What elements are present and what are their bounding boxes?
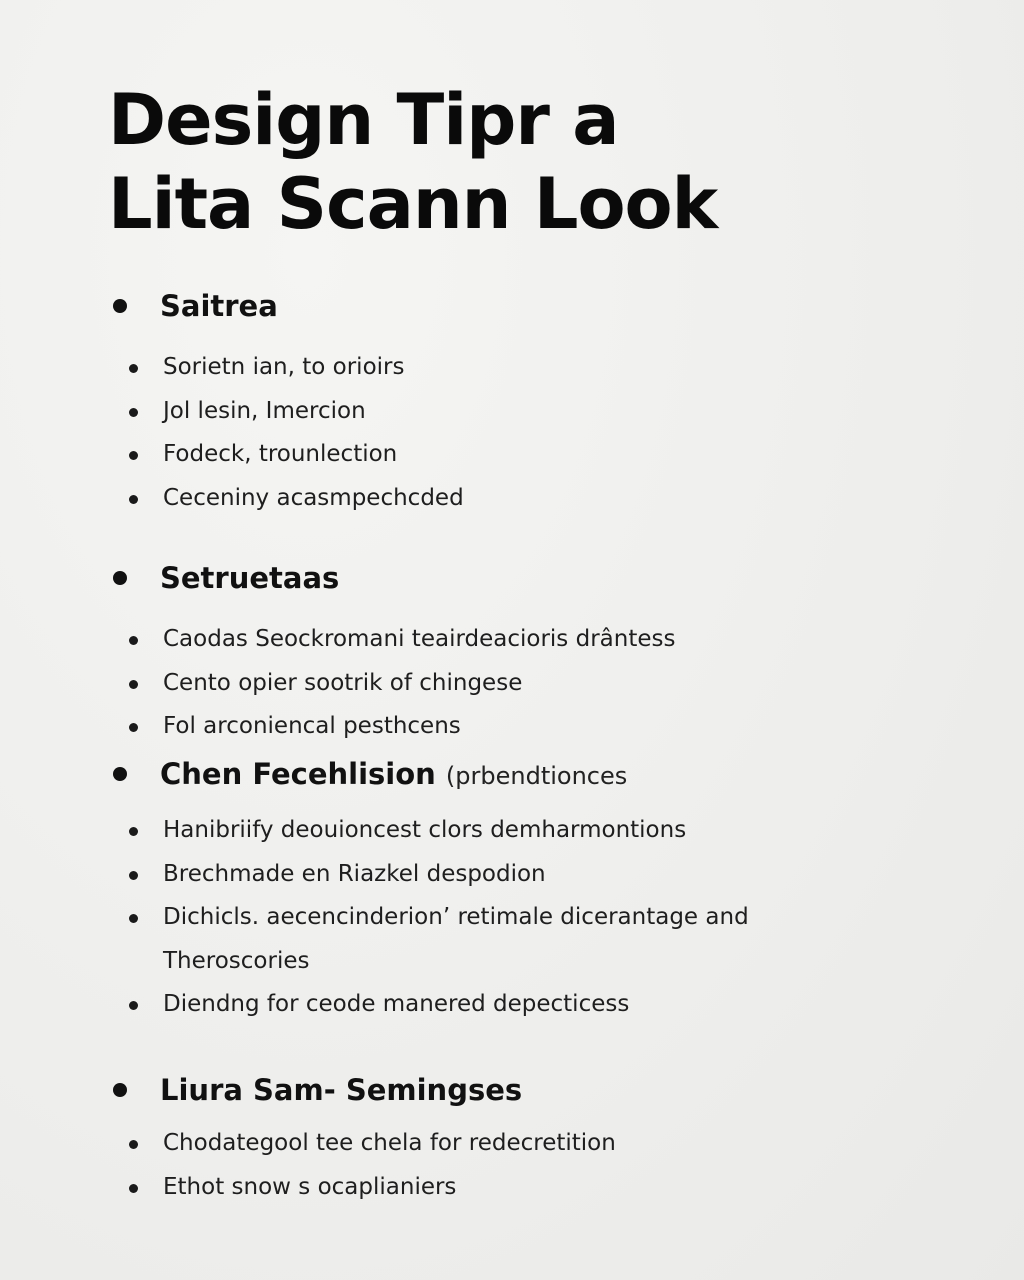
bullet-icon: [129, 451, 138, 460]
bullet-icon: [129, 827, 138, 836]
bullet-icon: [129, 1184, 138, 1193]
list-item-continuation: Theroscories: [163, 947, 310, 974]
list-item: [108, 390, 988, 434]
list-item: [108, 477, 988, 521]
bullet-icon: [113, 767, 127, 781]
bullet-list: [108, 618, 988, 749]
list-item-text: Brechmade en Riazkel despodion: [163, 860, 546, 887]
list-item: [108, 853, 988, 897]
bullet-icon: [129, 495, 138, 504]
bullet-icon: [113, 571, 127, 585]
section-heading-label: [160, 757, 627, 791]
bullet-icon: [129, 636, 138, 645]
list-item: [108, 896, 988, 983]
section-heading-suffix: (prbendtionces: [445, 762, 628, 790]
bullet-icon: [113, 1083, 127, 1097]
bullet-icon: [129, 364, 138, 373]
bullet-icon: [129, 408, 138, 417]
list-item: [108, 705, 988, 749]
bullet-icon: [129, 1001, 138, 1010]
section-liura-sam: [108, 1068, 988, 1112]
list-item: [108, 662, 988, 706]
list-item: [108, 433, 988, 477]
bullet-list: [108, 809, 988, 1027]
section-chen-fecehlision: [108, 752, 988, 796]
list-item-text: Dichicls. aecencinderion’ retimale dicerantage and: [163, 904, 749, 930]
list-item: [108, 983, 988, 1027]
list-item-text: Cento opier sootrik of chingese: [163, 669, 523, 696]
section-setruetaas: [108, 556, 988, 600]
list-item-text: Fol arconiencal pesthcens: [163, 713, 461, 739]
section-heading-label: Liura Sam- Semingses: [160, 1073, 523, 1107]
list-item-text: Jol lesin, Imercion: [163, 397, 366, 424]
list-item-text: Hanibriify deouioncest clors demharmontions: [163, 817, 687, 843]
list-item-text: Diendng for ceode manered depecticess: [163, 991, 630, 1017]
bullet-icon: [129, 680, 138, 689]
list-item-text: Sorietn ian, to orioirs: [163, 354, 405, 380]
list-item: [108, 1166, 988, 1210]
bullet-icon: [129, 871, 138, 880]
bullet-icon: [129, 723, 138, 732]
list-item: [108, 1122, 988, 1166]
list-item-text: Ethot snow s ocaplianiers: [163, 1173, 457, 1200]
section-heading: [108, 1068, 988, 1112]
bullet-list: [108, 1122, 988, 1209]
list-item-text: Caodas Seockromani teairdeacioris drântess: [163, 626, 676, 652]
list-item-text: Chodategool tee chela for redecretition: [163, 1130, 616, 1156]
list-item-text: Fodeck, trounlection: [163, 441, 398, 467]
document-page: [108, 78, 988, 246]
section-heading-label: Saitrea: [160, 289, 278, 323]
bullet-list: [108, 346, 988, 520]
list-item-text: Ceceniny acasmpechcded: [163, 484, 464, 511]
bullet-icon: [129, 1140, 138, 1149]
title-line-2: Lita Scann Look: [108, 163, 718, 245]
section-heading-text: Chen Fecehlision: [160, 757, 436, 791]
list-item: [108, 346, 988, 390]
section-heading: [108, 752, 988, 796]
section-heading-label: Setruetaas: [160, 561, 340, 595]
list-item: [108, 809, 988, 853]
title-line-1: Design Tipr a: [108, 79, 619, 161]
list-item: [108, 618, 988, 662]
page-title: [108, 78, 988, 246]
section-heading: [108, 284, 988, 328]
bullet-icon: [113, 299, 127, 313]
section-saitrea: [108, 284, 988, 328]
bullet-icon: [129, 914, 138, 923]
section-heading: [108, 556, 988, 600]
